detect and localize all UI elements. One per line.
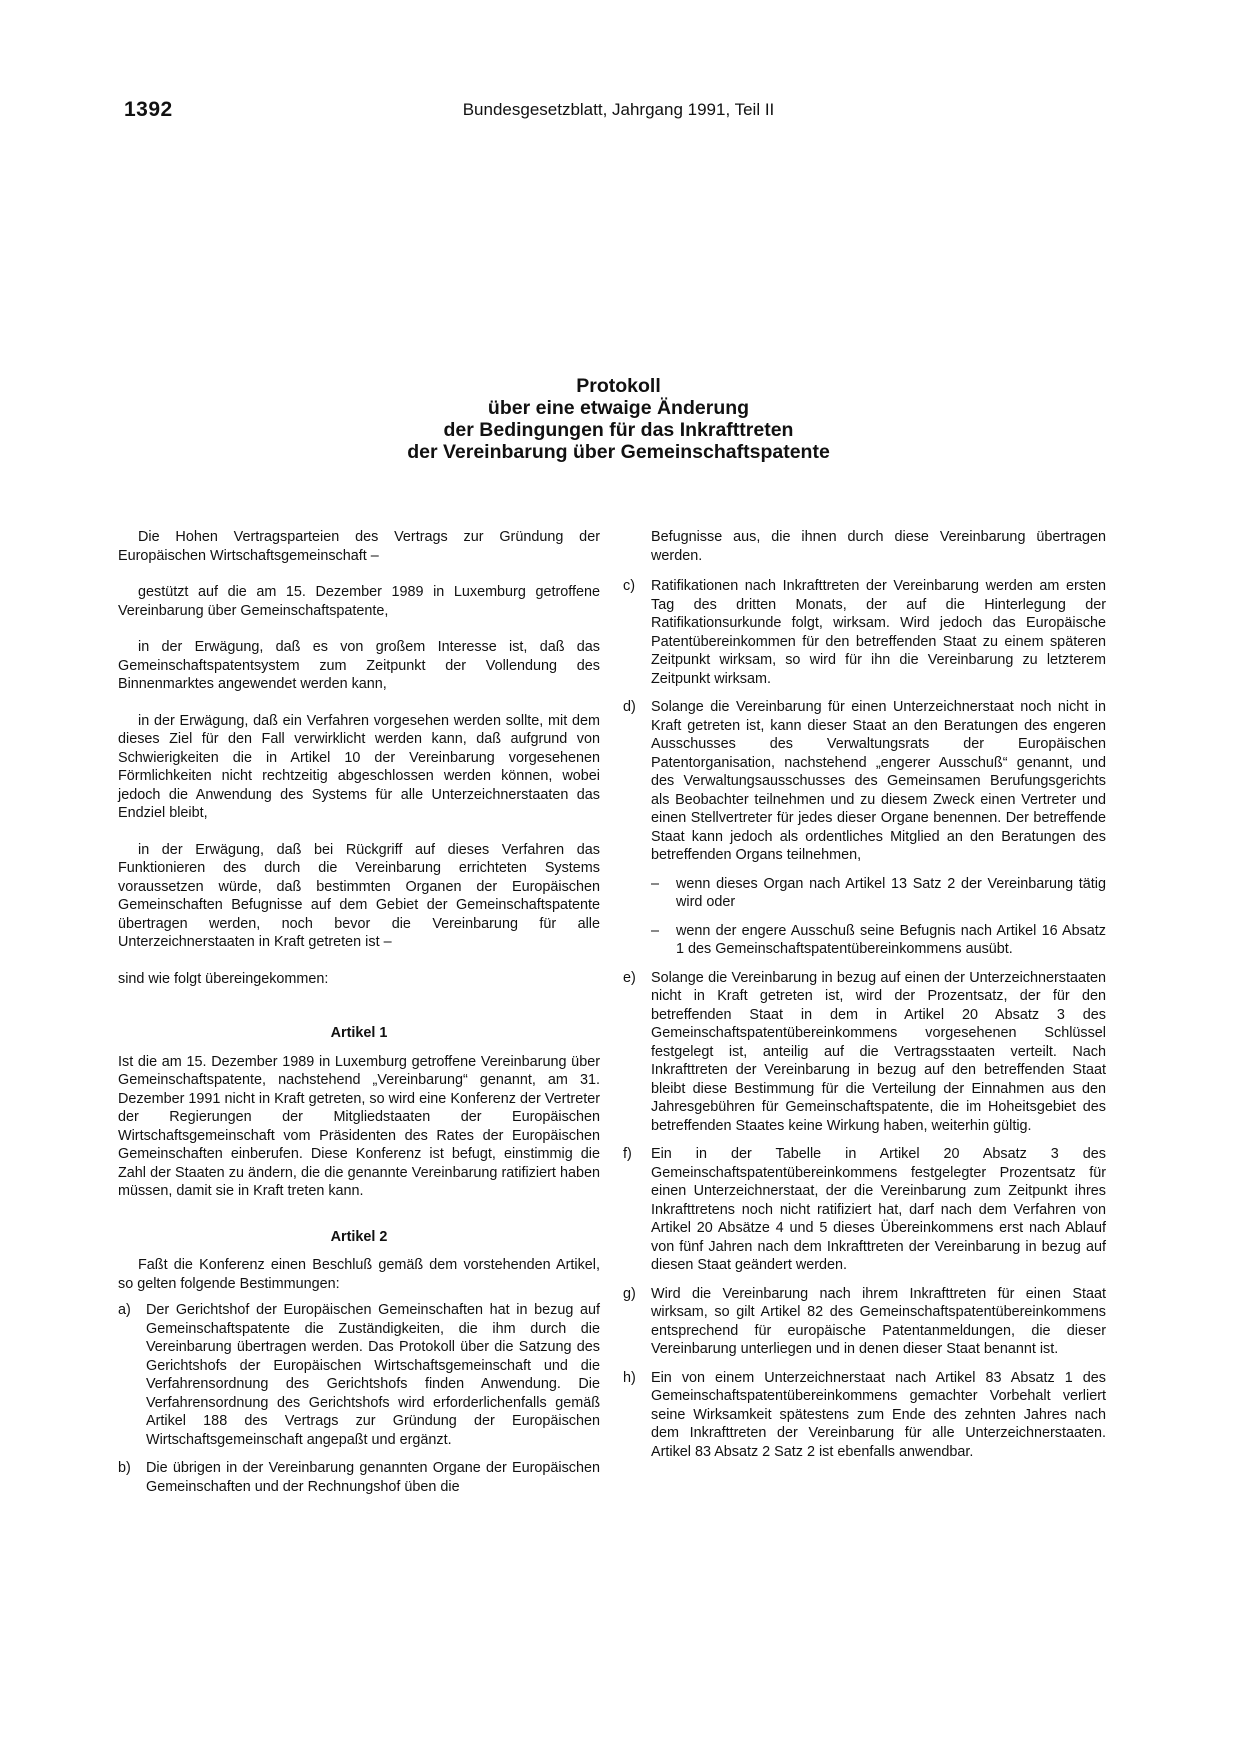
item-marker: d) (623, 699, 636, 715)
item-marker: f) (623, 1146, 632, 1162)
item-d-dash-1 (651, 875, 1106, 912)
title-line-4: der Vereinbarung über Gemeinschaftspatente (407, 441, 830, 463)
right-column (623, 528, 1106, 1471)
preamble-paragraph: gestützt auf die am 15. Dezember 1989 in Luxemburg getroffene Vereinbarung über Gemeinschaftspatente, (118, 584, 600, 619)
item-marker: a) (118, 1302, 131, 1318)
item-marker: c) (623, 578, 635, 594)
document-title (0, 375, 1237, 463)
article-2-item-d (623, 698, 1106, 865)
preamble-paragraph: in der Erwägung, daß bei Rückgriff auf dieses Verfahren das Funktionieren des durch die Vereinbarung errichteten Systems voraussetzen würde, daß bestimmten Organen der Europäischen Gemeinschaften Befugnisse auf dem Gebiet der Gemeinschaftspatente übertragen werden, noch bevor die Vereinbarung für alle Unterzeichnerstaaten in Kraft getreten ist – (118, 841, 600, 950)
item-text: Wird die Vereinbarung nach ihrem Inkrafttreten für einen Staat wirksam, so gilt Artikel 82 des Gemeinschaftspatentübereinkommens entsprechend für europäische Patentanmeldungen, die dieser Vereinbarung unterliegen und in denen dieser Staat benannt ist. (651, 1285, 1106, 1357)
item-text: Ein von einem Unterzeichnerstaat nach Artikel 83 Absatz 1 des Gemeinschaftspatentübereinkommens gemachter Vorbehalt verliert seine Wirksamkeit spätestens zum Ende des zehnten Jahres nach dem Inkrafttreten der Vereinbarung für alle Unterzeichnerstaaten. Artikel 83 Absatz 2 Satz 2 ist ebenfalls anwendbar. (651, 1369, 1106, 1460)
preamble-paragraph: in der Erwägung, daß ein Verfahren vorgesehen werden sollte, mit dem dieses Ziel für den Fall verwirklicht werden kann, daß aufgrund von Schwierigkeiten die in Artikel 10 der Vereinbarung vorgesehenen Förmlichkeiten nicht rechtzeitig abgeschlossen werden können, wobei jedoch die Anwendung des Systems für alle Unterzeichnerstaaten das Endziel bleibt, (118, 712, 600, 821)
title-line-1: Protokoll (576, 375, 661, 397)
item-marker: h) (623, 1369, 636, 1386)
item-text: Ratifikationen nach Inkrafttreten der Vereinbarung werden am ersten Tag des dritten Monats, der auf die Hinterlegung der Ratifikationsurkunde folgt, wirksam. Wird jedoch das Europäische Patentübereinkommen für den betreffenden Staat zu einem späteren Zeitpunkt wirksam, so wird für ihn die Vereinbarung zu letzterem Zeitpunkt wirksam. (651, 578, 1106, 687)
article-2-item-h (623, 1369, 1106, 1462)
preamble-paragraph: Die Hohen Vertragsparteien des Vertrags zur Gründung der Europäischen Wirtschaftsgemeinschaft – (118, 529, 600, 564)
item-text: Solange die Vereinbarung für einen Unterzeichnerstaat noch nicht in Kraft getreten ist, kann dieser Staat an den Beratungen des engeren Ausschusses des Verwaltungsrats der Europäischen Patentorganisation, nachstehend „engerer Ausschuß“ genannt, und des Verwaltungsausschusses des Gemeinsamen Berufungsgerichts als Beobachter teilnehmen und zu diesem Zweck einen Vertreter und einen Stellvertreter für jedes dieser Organe benennen. Der betreffende Staat kann jedoch als ordentliches Mitglied an den Beratungen des betreffenden Organs teilnehmen, (651, 699, 1106, 863)
article-2-item-f (623, 1145, 1106, 1275)
item-text: Der Gerichtshof der Europäischen Gemeinschaften hat in bezug auf Gemeinschaftspatente die Zuständigkeiten, die ihm durch die Vereinbarung übertragen werden. Das Protokoll über die Satzung des Gerichtshofs der Europäischen Wirtschaftsgemeinschaft und die Verfahrensordnung des Gerichtshofs finden Anwendung. Die Verfahrensordnung des Gerichtshofs wird erforderlichenfalls gemäß Artikel 188 des Vertrags zur Gründung der Europäischen Wirtschaftsgemeinschaft angepaßt und ergänzt. (146, 1302, 600, 1448)
item-d-dash-2 (651, 922, 1106, 959)
item-text: Ein in der Tabelle in Artikel 20 Absatz 3 des Gemeinschaftspatentübereinkommens festgelegter Prozentsatz für einen Unterzeichnerstaat, der die Vereinbarung zum Zeitpunkt ihres Inkrafttretens noch nicht ratifiziert hat, darf nach dem Verfahren von Artikel 20 Absätze 4 und 5 dieses Übereinkommens erst nach Ablauf von fünf Jahren nach dem Inkrafttreten der Vereinbarung in bezug auf diesen Staat geändert werden. (651, 1146, 1106, 1273)
dash-text: wenn dieses Organ nach Artikel 13 Satz 2 der Vereinbarung tätig wird oder (676, 875, 1106, 910)
page-number: 1392 (124, 98, 173, 121)
article-2-item-b (118, 1459, 600, 1496)
item-marker: e) (623, 969, 636, 986)
article-2-heading: Artikel 2 (330, 1228, 388, 1245)
preamble-paragraph: in der Erwägung, daß es von großem Interesse ist, daß das Gemeinschaftspatentsystem zum Zeitpunkt der Vollendung des Binnenmarktes angewendet werden kann, (118, 639, 600, 692)
article-1-heading: Artikel 1 (330, 1025, 388, 1041)
article-2-item-e (623, 969, 1106, 1136)
article-1-text: Ist die am 15. Dezember 1989 in Luxemburg getroffene Vereinbarung über Gemeinschaftspatente, nachstehend „Vereinbarung“ genannt, am 31. Dezember 1991 nicht in Kraft getreten, so wird eine Konferenz der Vertreter der Regierungen der Mitgliedstaaten der Europäischen Wirtschaftsgemeinschaft vom Präsidenten des Rates der Europäischen Gemeinschaften einberufen. Diese Konferenz ist befugt, einstimmig die Zahl der Staaten zu ändern, die die genannte Vereinbarung ratifiziert haben müssen, damit sie in Kraft treten kann. (118, 1053, 600, 1199)
item-text: Solange die Vereinbarung in bezug auf einen der Unterzeichnerstaaten nicht in Kraft getreten ist, wird der Prozentsatz, der für den betreffenden Staat in dem in Artikel 20 Absatz 3 des Gemeinschaftspatentübereinkommens vorgesehenen Schlüssel festgelegt ist, anteilig auf die Vertragsstaaten verteilt. Nach Inkrafttreten der Vereinbarung in bezug auf den betreffenden Staat bleibt diese Bestimmung für die Verteilung der Einnahmen aus den Jahresgebühren für Gemeinschaftspatente, die im Hoheitsgebiet des betreffenden Staates keine Wirkung haben, weiterhin gültig. (651, 969, 1106, 1134)
item-b-continued: Befugnisse aus, die ihnen durch diese Vereinbarung übertragen werden. (651, 529, 1106, 564)
article-2-intro: Faßt die Konferenz einen Beschluß gemäß dem vorstehenden Artikel, so gelten folgende Bestimmungen: (118, 1257, 600, 1292)
title-line-3: der Bedingungen für das Inkrafttreten (443, 419, 794, 441)
dash-marker: – (651, 922, 660, 939)
dash-marker: – (651, 875, 660, 892)
item-marker: b) (118, 1460, 131, 1476)
article-2-item-a (118, 1301, 600, 1449)
article-2-item-c (623, 577, 1106, 688)
article-2-item-g (623, 1285, 1106, 1359)
dash-text: wenn der engere Ausschuß seine Befugnis nach Artikel 16 Absatz 1 des Gemeinschaftspatentübereinkommens ausübt. (676, 922, 1106, 957)
title-line-2: über eine etwaige Änderung (487, 397, 750, 419)
item-text: Die übrigen in der Vereinbarung genannten Organe der Europäischen Gemeinschaften und der Rechnungshof üben die (146, 1460, 600, 1495)
left-column (118, 528, 600, 1506)
preamble-conclusion: sind wie folgt übereingekommen: (118, 970, 329, 987)
running-head: Bundesgesetzblatt, Jahrgang 1991, Teil II (462, 100, 775, 119)
item-marker: g) (623, 1285, 636, 1302)
